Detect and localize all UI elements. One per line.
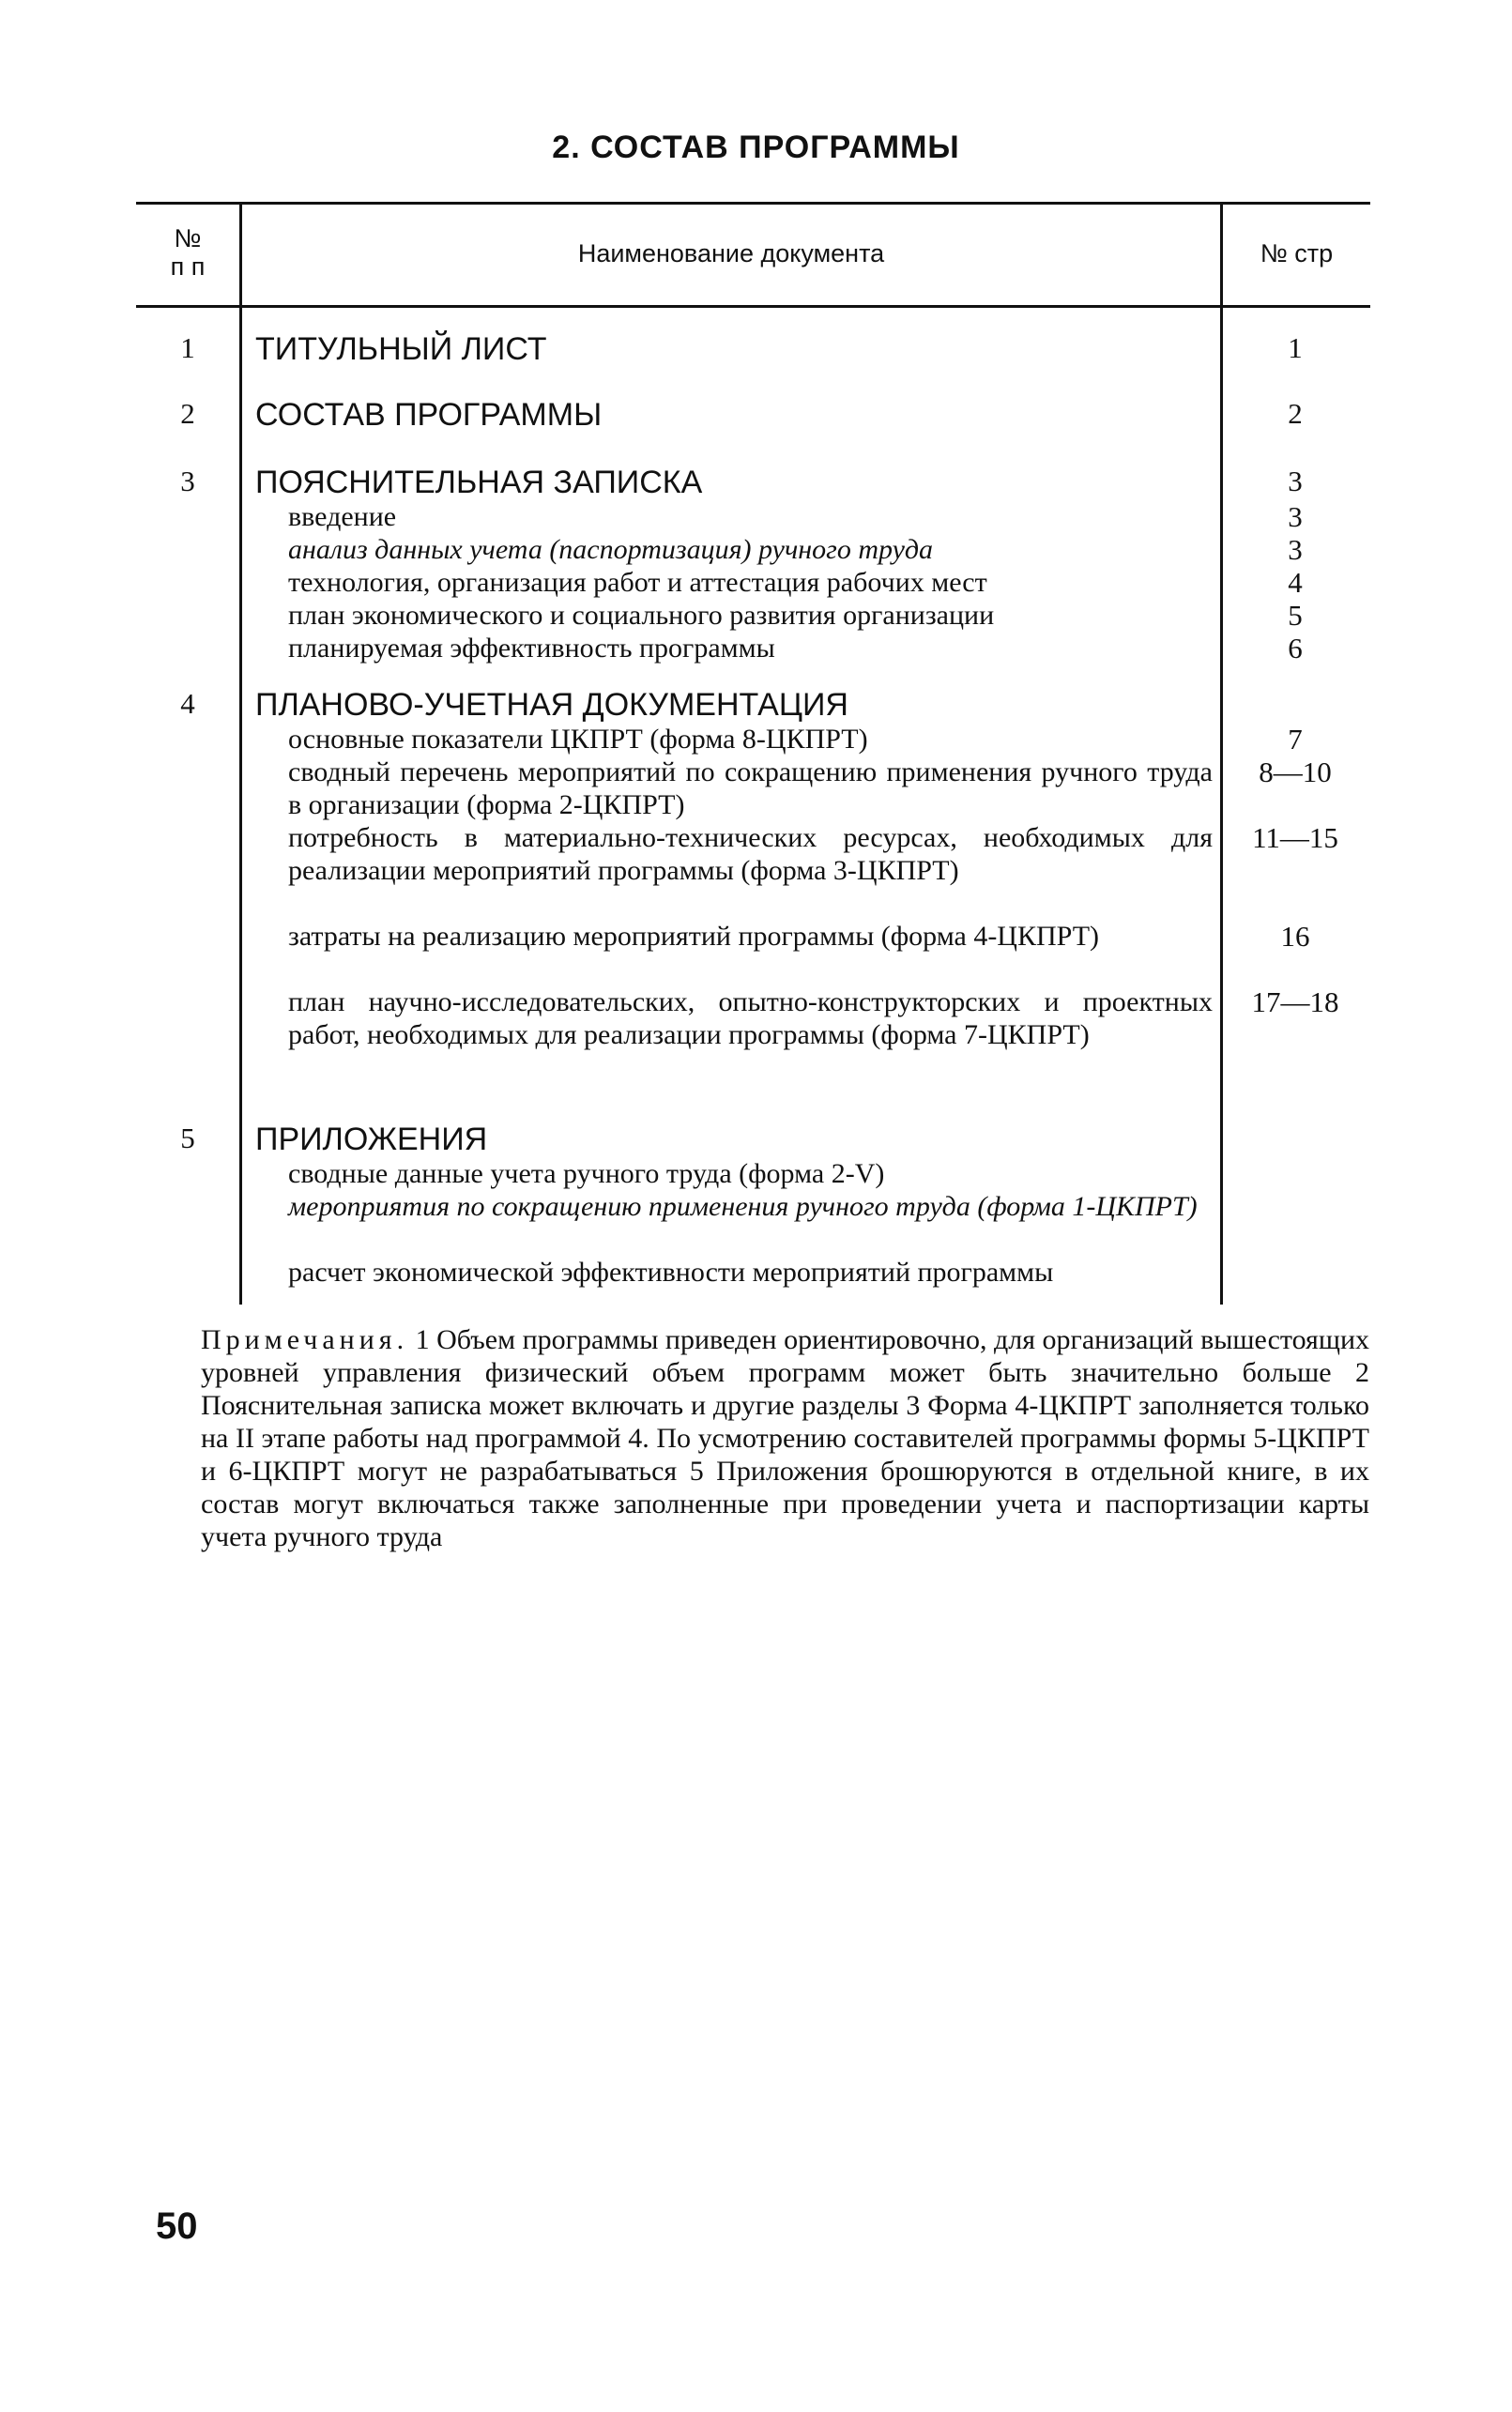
row-title: ПРИЛОЖЕНИЯ [255, 1122, 488, 1157]
subitem-page: 16 [1280, 920, 1310, 953]
contents-table [136, 202, 1370, 1305]
notes-text: 1 Объем программы приведен ориентировочно, для организаций вышестоящих уровней управления физический объем программ может быть значительно больше 2 Пояснительная записка может включать и другие разделы 3 Форма 4-ЦКПРТ заполняется только на II этапе работы над программой 4. По усмотрению составителей программы формы 5-ЦКПРТ и 6-ЦКПРТ могут не разрабатываться 5 Приложения брошюруются в отдельной книге, в их состав могут включаться также заполненные при проведении учета и паспортизации карты учета ручного труда [201, 1324, 1370, 1552]
subitem-text: план научно-исследовательских, опытно-конструкторских и проектных работ, необходимых для реализации программы (форма 7-ЦКПРТ) [288, 986, 1213, 1050]
subitem-text: план экономического и социального развития организации [288, 600, 995, 631]
subitem-text: потребность в материально-технических ресурсах, необходимых для реализации мероприятий программы (форма 3-ЦКПРТ) [288, 822, 1213, 886]
subitem-page: 17—18 [1251, 985, 1339, 1018]
subitem-text: анализ данных учета (паспортизация) ручного труда [288, 534, 934, 565]
subitem-text: сводный перечень мероприятий по сокращению применения ручного труда в организации (форма 2-ЦКПРТ) [288, 756, 1213, 820]
subitem-text: затраты на реализацию мероприятий программы (форма 4-ЦКПРТ) [288, 921, 1100, 952]
row-number: 3 [180, 465, 195, 497]
page-number: 50 [156, 2206, 198, 2247]
row-number: 2 [180, 397, 195, 430]
header-number [136, 224, 239, 281]
subitem-text: расчет экономической эффективности мероприятий программы [288, 1257, 1054, 1288]
subitem-page: 8—10 [1259, 756, 1332, 788]
row-page: 1 [1288, 331, 1303, 364]
subitem-text: планируемая эффективность программы [288, 633, 775, 664]
subitem-page: 11—15 [1252, 821, 1338, 854]
subitem-page: 6 [1288, 632, 1303, 664]
table-header-rule [136, 305, 1370, 308]
subitem-text: сводные данные учета ручного труда (форма 2-V) [288, 1158, 885, 1189]
row-number: 5 [180, 1122, 195, 1154]
table-top-rule [136, 202, 1370, 205]
row-number: 1 [180, 331, 195, 364]
header-document-name: Наименование документа [577, 239, 885, 267]
page-title: 2. СОСТАВ ПРОГРАММЫ [552, 130, 960, 165]
row-title: ТИТУЛЬНЫЙ ЛИСТ [255, 331, 547, 367]
subitem-text: мероприятия по сокращению применения ручного труда (форма 1-ЦКПРТ) [288, 1191, 1198, 1222]
subitem-page: 3 [1288, 533, 1303, 566]
subitem-text: основные показатели ЦКПРТ (форма 8-ЦКПРТ) [288, 724, 868, 755]
row-title: ПЛАНОВО-УЧЕТНАЯ ДОКУМЕНТАЦИЯ [255, 687, 848, 723]
column-divider-left [239, 202, 242, 1305]
subitem-page: 4 [1288, 566, 1303, 599]
row-page: 2 [1288, 397, 1303, 430]
subitem-text: введение [288, 501, 397, 532]
row-number: 4 [180, 687, 195, 720]
header-number-abbr: п п [170, 252, 206, 281]
row-title: ПОЯСНИТЕЛЬНАЯ ЗАПИСКА [255, 465, 703, 500]
subitem-page: 7 [1288, 723, 1303, 756]
notes-paragraph [201, 1323, 1369, 1553]
header-page: № стр [1260, 239, 1334, 267]
notes-label: Примечания. [201, 1324, 409, 1355]
subitem-page: 5 [1288, 599, 1303, 632]
subitem-page: 3 [1288, 500, 1303, 533]
row-page: 3 [1288, 465, 1303, 497]
row-title: СОСТАВ ПРОГРАММЫ [255, 397, 603, 433]
subitem-text: технология, организация работ и аттестация рабочих мест [288, 567, 987, 598]
header-number-symbol: № [174, 224, 202, 252]
